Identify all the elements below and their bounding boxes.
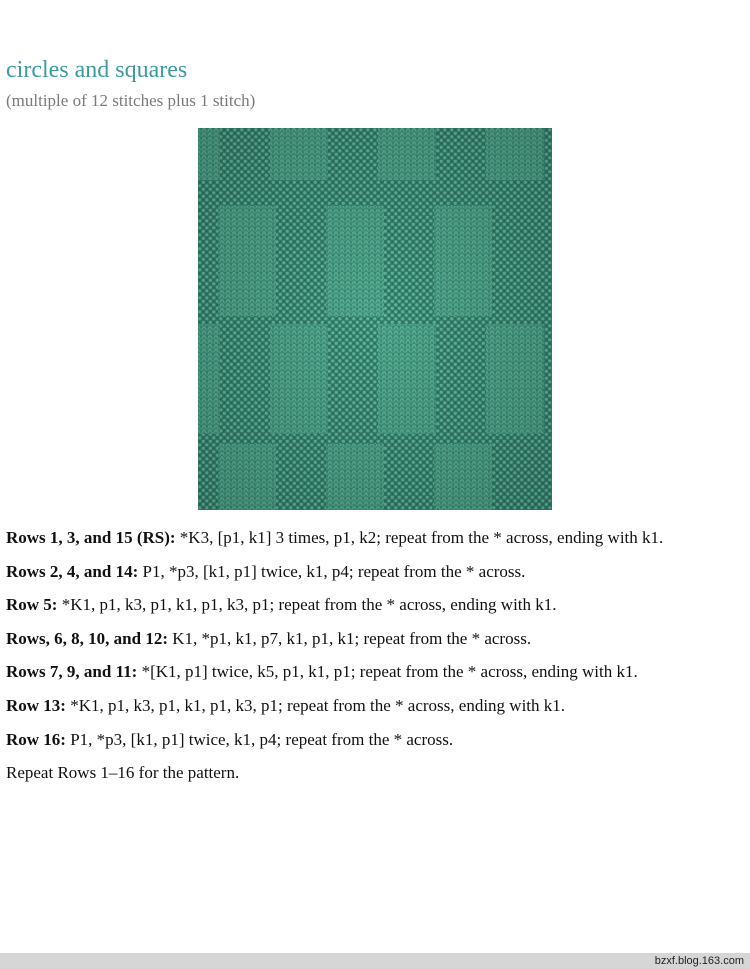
instruction-row [6,628,746,650]
instruction-row [6,661,746,683]
watermark-text: bzxf.blog.163.com [654,955,744,967]
pattern-title: circles and squares [6,57,188,83]
instruction-rows [6,527,746,762]
knit-swatch-image [198,128,552,510]
row-label: Row 16: [6,729,66,749]
row-label: Rows, 6, 8, 10, and 12: [6,628,168,648]
pattern-subtitle: (multiple of 12 stitches plus 1 stitch) [6,91,256,110]
row-text: *K1, p1, k3, p1, k1, p1, k3, p1; repeat from the * across, ending with k1. [57,595,557,615]
footer-bar [0,953,750,969]
row-text: *K1, p1, k3, p1, k1, p1, k3, p1; repeat from the * across, ending with k1. [65,695,566,715]
row-text: *[K1, p1] twice, k5, p1, k1, p1; repeat from the * across, ending with k1. [137,662,638,682]
row-text: K1, *p1, k1, p7, k1, p1, k1; repeat from the * across. [168,628,532,648]
instruction-row [6,695,746,717]
row-label: Row 5: [6,595,58,615]
instruction-row [6,729,746,751]
row-text: *K3, [p1, k1] 3 times, p1, k2; repeat from the * across, ending with k1. [175,528,664,547]
instruction-row [6,594,746,616]
repeat-note: Repeat Rows 1–16 for the pattern. [6,763,240,782]
row-label: Rows 7, 9, and 11: [6,662,138,682]
row-text: P1, *p3, [k1, p1] twice, k1, p4; repeat from the * across. [65,729,454,749]
instruction-row [6,561,746,583]
row-label: Rows 1, 3, and 15 (RS): [6,528,176,547]
row-text: P1, *p3, [k1, p1] twice, k1, p4; repeat from the * across. [138,561,526,581]
instruction-row [6,527,746,549]
row-label: Row 13: [6,695,66,715]
row-label: Rows 2, 4, and 14: [6,561,139,581]
